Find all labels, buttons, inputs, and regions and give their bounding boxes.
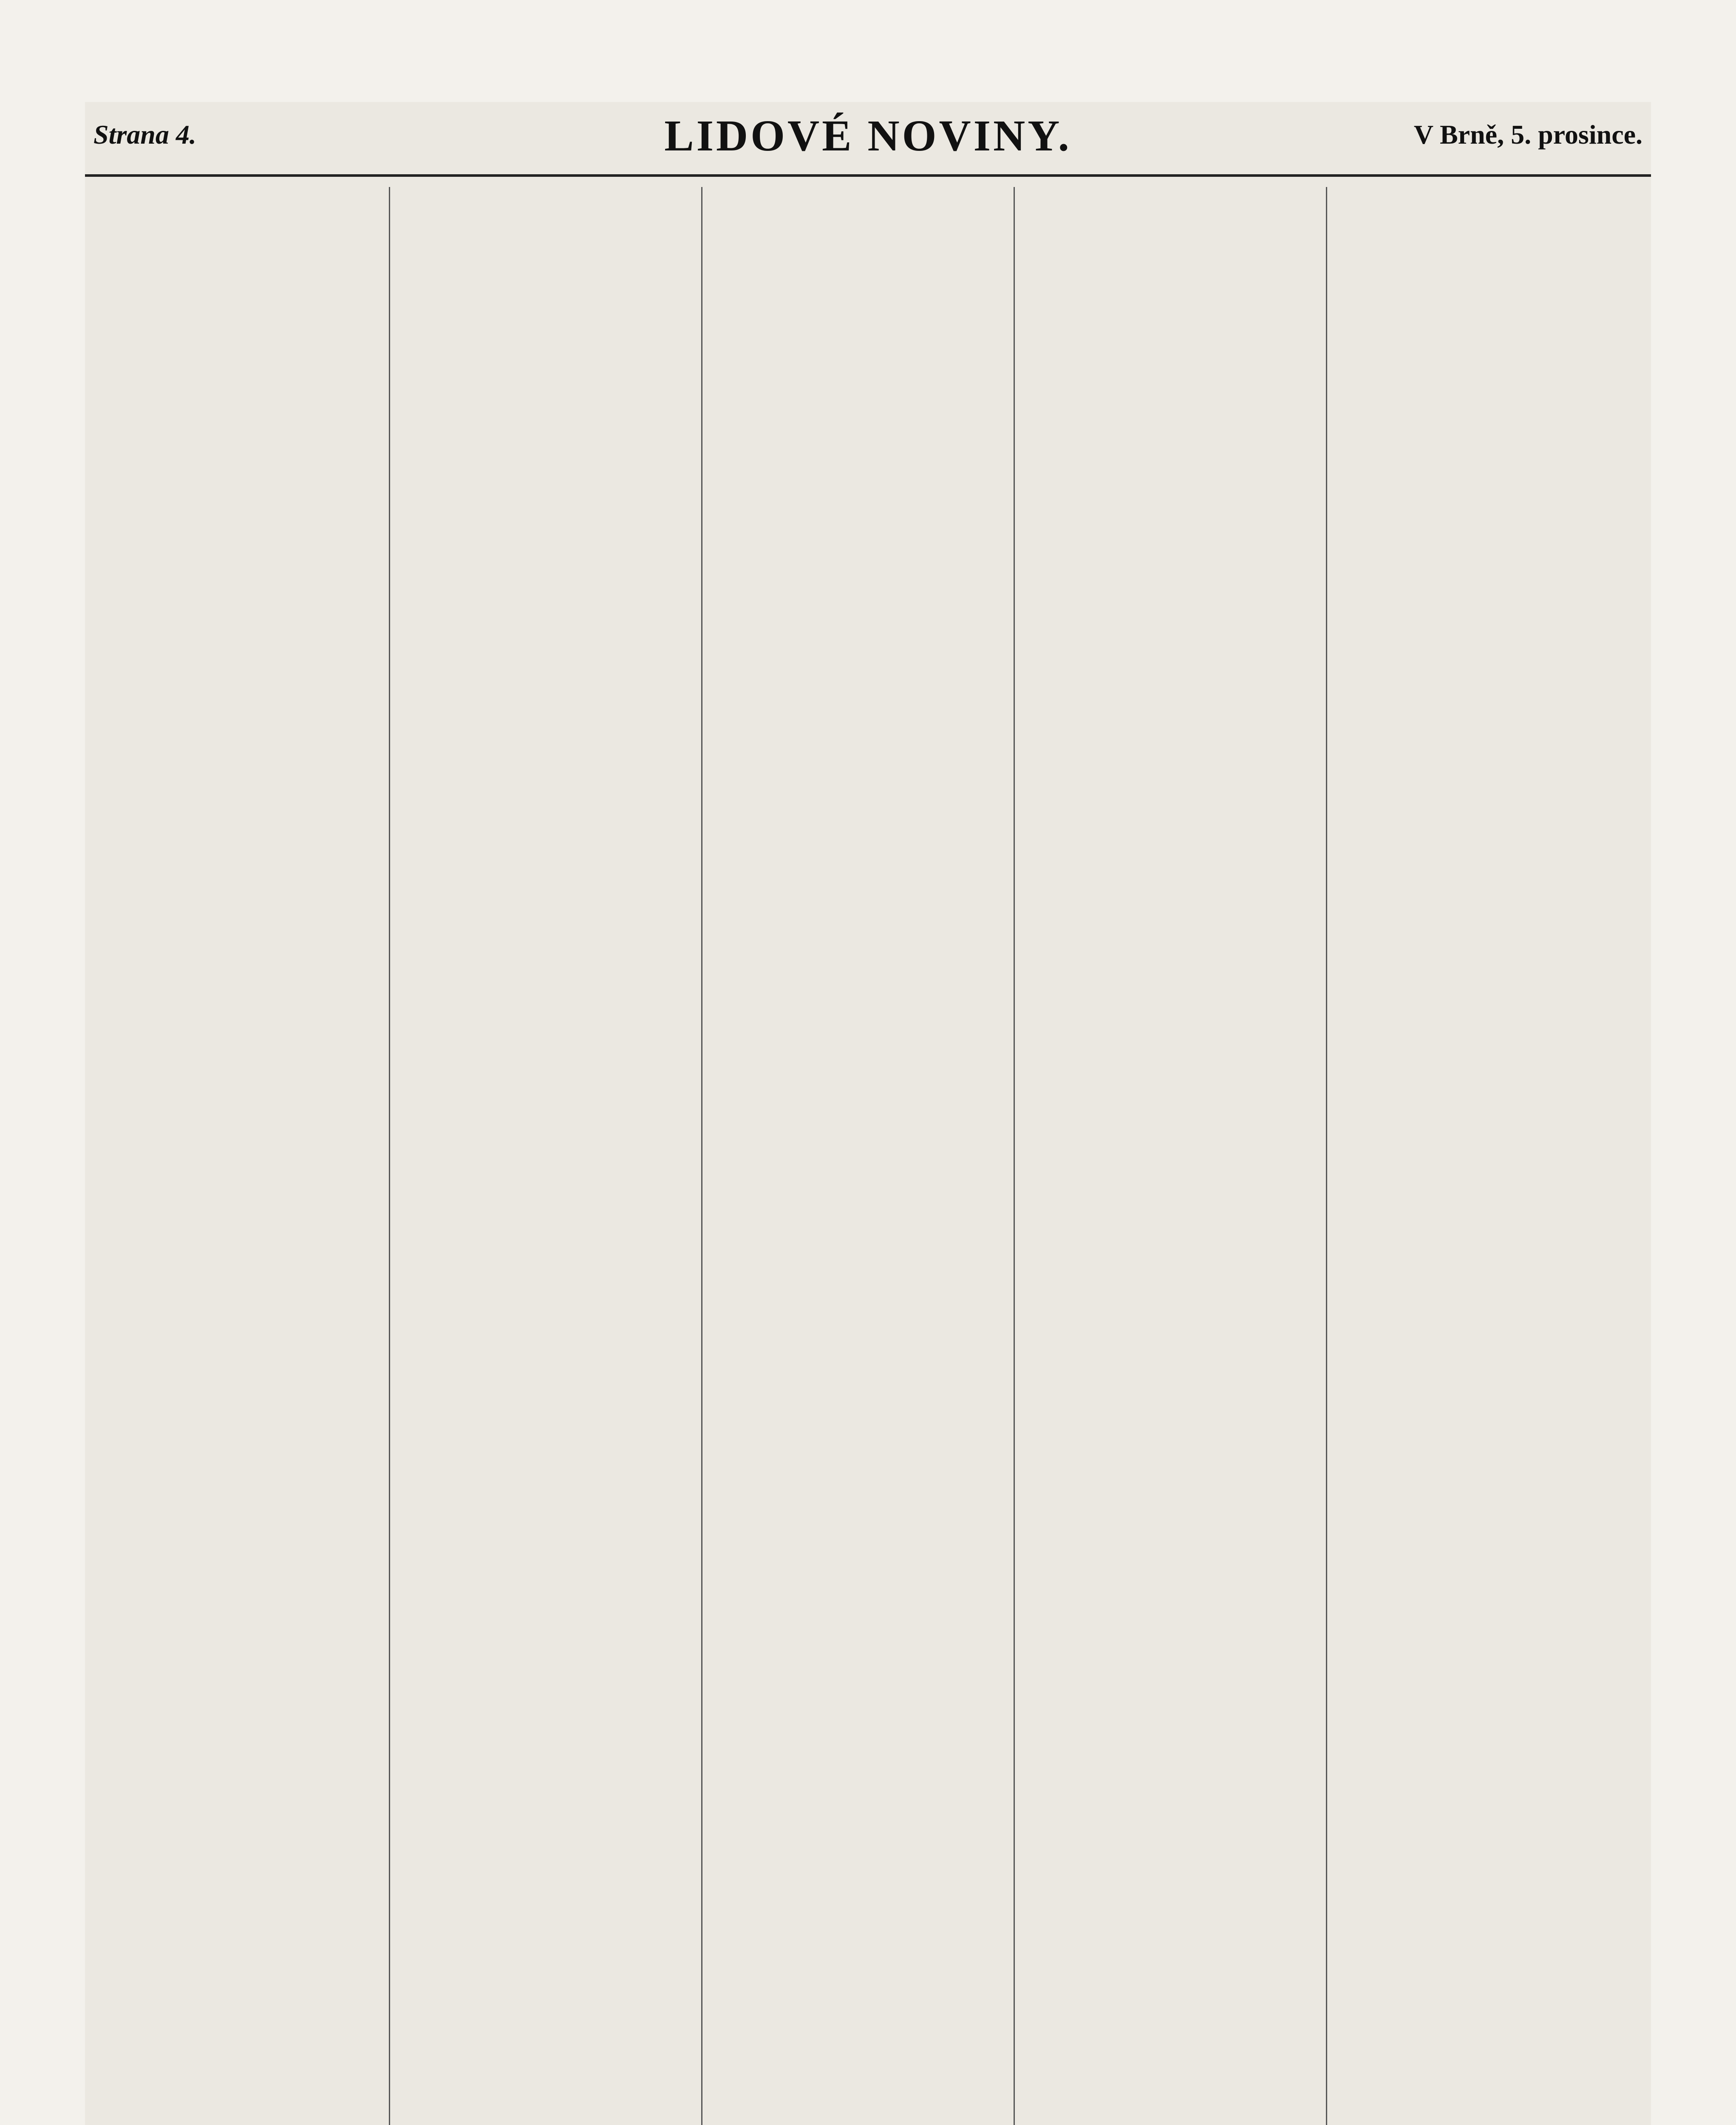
column-5	[1334, 187, 1651, 2125]
column-rule	[1326, 187, 1327, 2125]
column-rule	[701, 187, 702, 2125]
column-3	[710, 187, 1007, 2125]
masthead: LIDOVÉ NOVINY.	[664, 111, 1072, 160]
column-1	[85, 187, 382, 2125]
newspaper-page	[85, 102, 1651, 2125]
column-rule	[389, 187, 390, 2125]
column-rule	[1014, 187, 1015, 2125]
page-number: Strana 4.	[93, 119, 196, 150]
dateline: V Brně, 5. prosince.	[1413, 119, 1643, 150]
page-header	[85, 102, 1651, 177]
column-4	[1022, 187, 1320, 2125]
column-2	[397, 187, 695, 2125]
